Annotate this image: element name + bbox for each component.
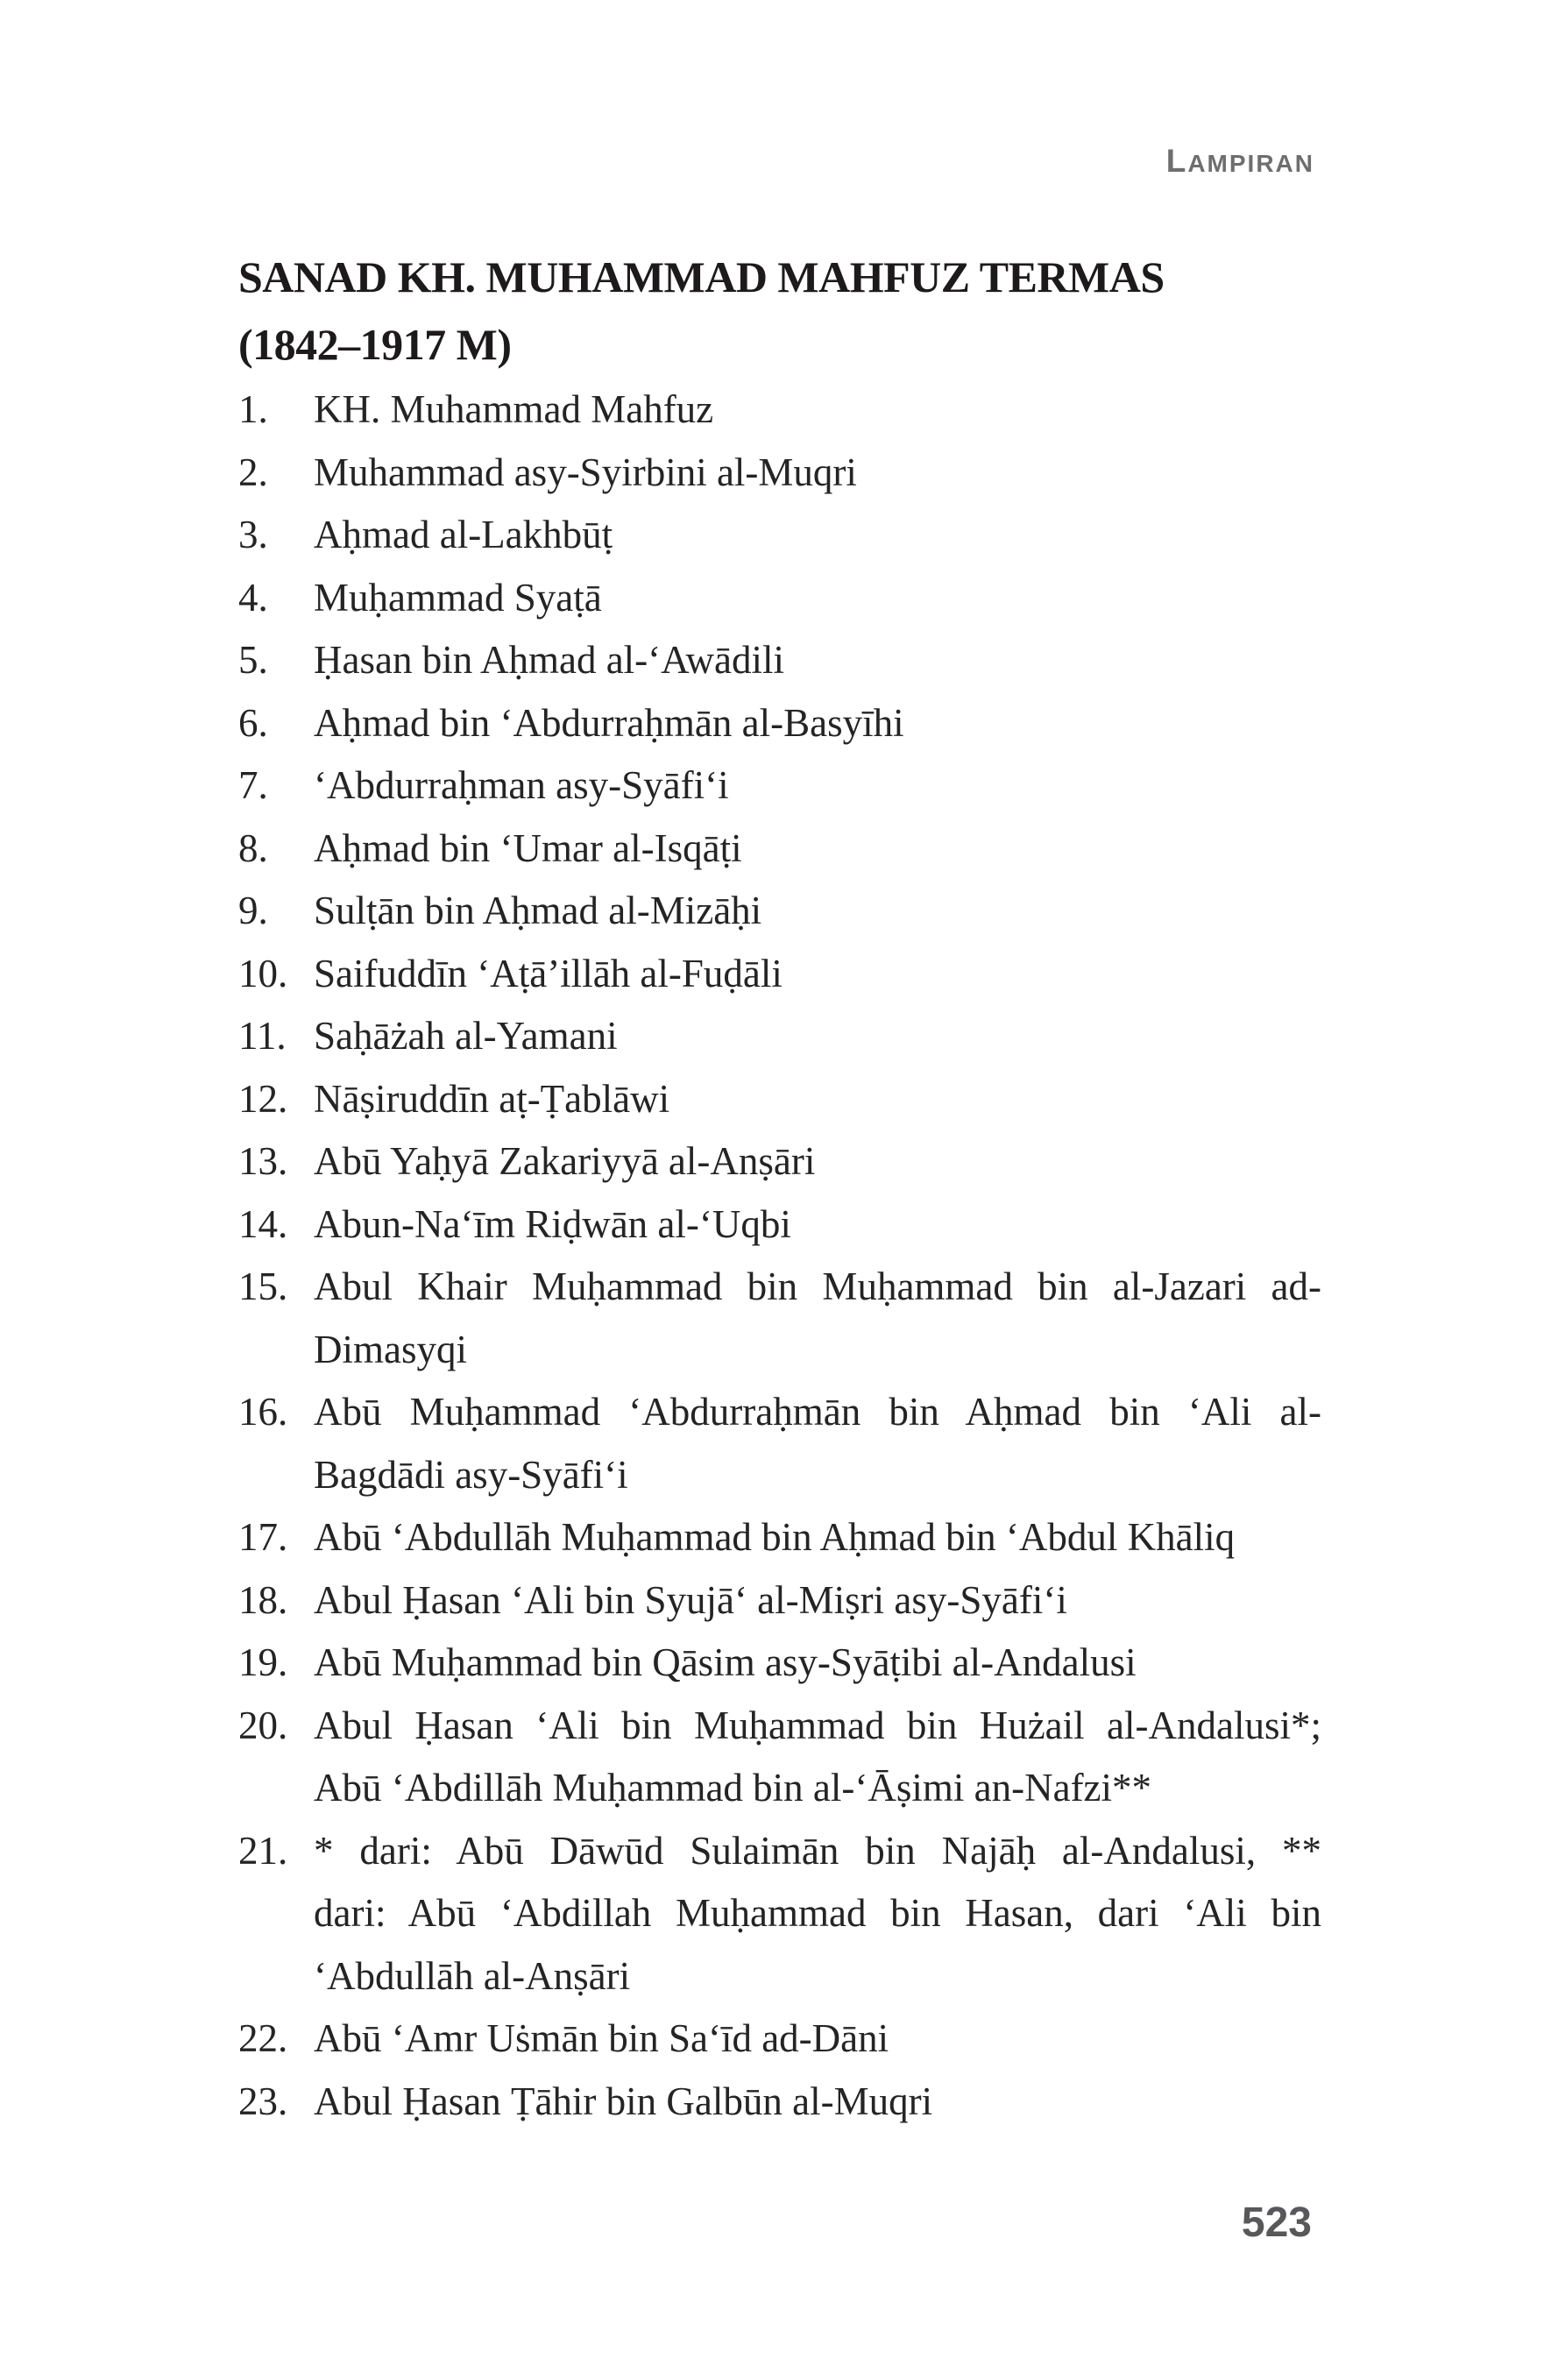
list-item xyxy=(238,379,1321,442)
page-title xyxy=(238,244,1342,379)
list-item xyxy=(238,567,1321,630)
list-item-number: 18. xyxy=(238,1577,288,1622)
list-item-number: 5. xyxy=(238,638,268,682)
list-item xyxy=(238,2008,1321,2071)
list-item xyxy=(238,1820,1321,2008)
list-item xyxy=(238,1695,1321,1820)
list-item xyxy=(238,880,1321,943)
list-item-line: Nāṣiruddīn aṭ-Ṭablāwi xyxy=(314,1076,670,1121)
list-item-number: 15. xyxy=(238,1264,288,1308)
list-item xyxy=(238,1068,1321,1131)
list-item-number: 1. xyxy=(238,387,268,431)
list-item xyxy=(238,818,1321,881)
list-item-line: Abū ‘Abdillāh Muḥammad bin al-‘Āṣimi an-Nafzi** xyxy=(314,1766,1152,1810)
list-item-line: Abul Ḥasan ‘Ali bin Syujā‘ al-Miṣri asy-Syāfi‘i xyxy=(314,1577,1067,1622)
list-item-line: Dimasyqi xyxy=(314,1327,467,1371)
list-item-line: Abū Muḥammad ‘Abdurraḥmān bin Aḥmad bin ‘Ali al- xyxy=(314,1390,1321,1434)
list-item-line: Saifuddīn ‘Aṭā’illāh al-Fuḍāli xyxy=(314,951,783,995)
list-item-line: Abul Ḥasan Ṭāhir bin Galbūn al-Muqri xyxy=(314,2079,933,2123)
list-item-line: Abū ‘Abdullāh Muḥammad bin Aḥmad bin ‘Abdul Khāliq xyxy=(314,1515,1236,1559)
list-item-number: 10. xyxy=(238,951,288,995)
list-item xyxy=(238,692,1321,755)
list-item-line: Abun-Na‘īm Riḍwān al-‘Uqbi xyxy=(314,1201,791,1246)
list-item-line: Abul Khair Muḥammad bin Muḥammad bin al-Jazari ad- xyxy=(314,1264,1321,1308)
list-item-number: 7. xyxy=(238,763,268,807)
list-item xyxy=(238,1005,1321,1068)
list-item-number: 17. xyxy=(238,1515,288,1559)
list-item xyxy=(238,1194,1321,1257)
list-item-line: Abū Yaḥyā Zakariyyā al-Anṣāri xyxy=(314,1139,816,1183)
list-item xyxy=(238,1569,1321,1633)
list-item xyxy=(238,943,1321,1006)
list-item-line: KH. Muhammad Mahfuz xyxy=(314,387,714,431)
list-item-number: 12. xyxy=(238,1076,288,1121)
list-item-line: Abul Ḥasan ‘Ali bin Muḥammad bin Hużail al-Andalusi*; xyxy=(314,1703,1321,1747)
list-item-line: Aḥmad al-Lakhbūṭ xyxy=(314,513,613,556)
list-item xyxy=(238,2071,1321,2134)
list-item xyxy=(238,1256,1321,1381)
running-head: LAMPIRAN xyxy=(1165,143,1314,179)
list-item-line: * dari: Abū Dāwūd Sulaimān bin Najāḥ al-Andalusi, ** xyxy=(314,1828,1321,1873)
list-item-line: Abū ‘Amr Uṡmān bin Sa‘īd ad-Dāni xyxy=(314,2016,889,2060)
list-item-line: ‘Abdurraḥman asy-Syāfi‘i xyxy=(314,763,729,807)
list-item-number: 21. xyxy=(238,1828,288,1873)
list-item xyxy=(238,442,1321,505)
list-item-line: Abū Muḥammad bin Qāsim asy-Syāṭibi al-Andalusi xyxy=(314,1640,1137,1684)
list-item xyxy=(238,629,1321,692)
list-item-line: Sulṭān bin Aḥmad al-Mizāḥi xyxy=(314,889,762,932)
list-item-number: 13. xyxy=(238,1139,288,1183)
list-item xyxy=(238,1506,1321,1569)
list-item-line: Aḥmad bin ‘Umar al-Isqāṭi xyxy=(314,825,742,870)
list-item xyxy=(238,1130,1321,1194)
list-item-line: Bagdādi asy-Syāfi‘i xyxy=(314,1452,628,1497)
list-item-number: 11. xyxy=(238,1014,287,1058)
sanad-list xyxy=(238,379,1321,2133)
list-item-number: 3. xyxy=(238,513,268,556)
list-item xyxy=(238,1381,1321,1506)
list-item-number: 8. xyxy=(238,825,268,870)
list-item-number: 4. xyxy=(238,575,268,620)
list-item-line: dari: Abū ‘Abdillah Muḥammad bin Hasan, dari ‘Ali bin xyxy=(314,1891,1321,1935)
list-item-number: 9. xyxy=(238,889,268,932)
list-item-number: 6. xyxy=(238,700,268,745)
list-item xyxy=(238,504,1321,567)
list-item-line: ‘Abdullāh al-Anṣāri xyxy=(314,1953,631,1998)
list-item-number: 16. xyxy=(238,1390,288,1434)
list-item-number: 19. xyxy=(238,1640,288,1684)
list-item-number: 20. xyxy=(238,1703,288,1747)
list-item xyxy=(238,1632,1321,1695)
page-title-line-1: SANAD KH. MUHAMMAD MAHFUZ TERMAS xyxy=(238,252,1165,301)
page-title-line-2: (1842–1917 M) xyxy=(238,320,512,369)
list-item-number: 22. xyxy=(238,2016,288,2060)
list-item-line: Saḥāżah al-Yamani xyxy=(314,1014,618,1058)
list-item-number: 14. xyxy=(238,1201,288,1246)
page-number: 523 xyxy=(1241,2199,1312,2246)
list-item-number: 2. xyxy=(238,450,268,494)
list-item-line: Muhammad asy-Syirbini al-Muqri xyxy=(314,450,857,494)
list-item-line: Aḥmad bin ‘Abdurraḥmān al-Basyīhi xyxy=(314,700,904,745)
list-item-line: Ḥasan bin Aḥmad al-‘Awādili xyxy=(314,638,784,682)
list-item xyxy=(238,754,1321,818)
list-item-line: Muḥammad Syaṭā xyxy=(314,575,602,620)
list-item-number: 23. xyxy=(238,2079,288,2123)
